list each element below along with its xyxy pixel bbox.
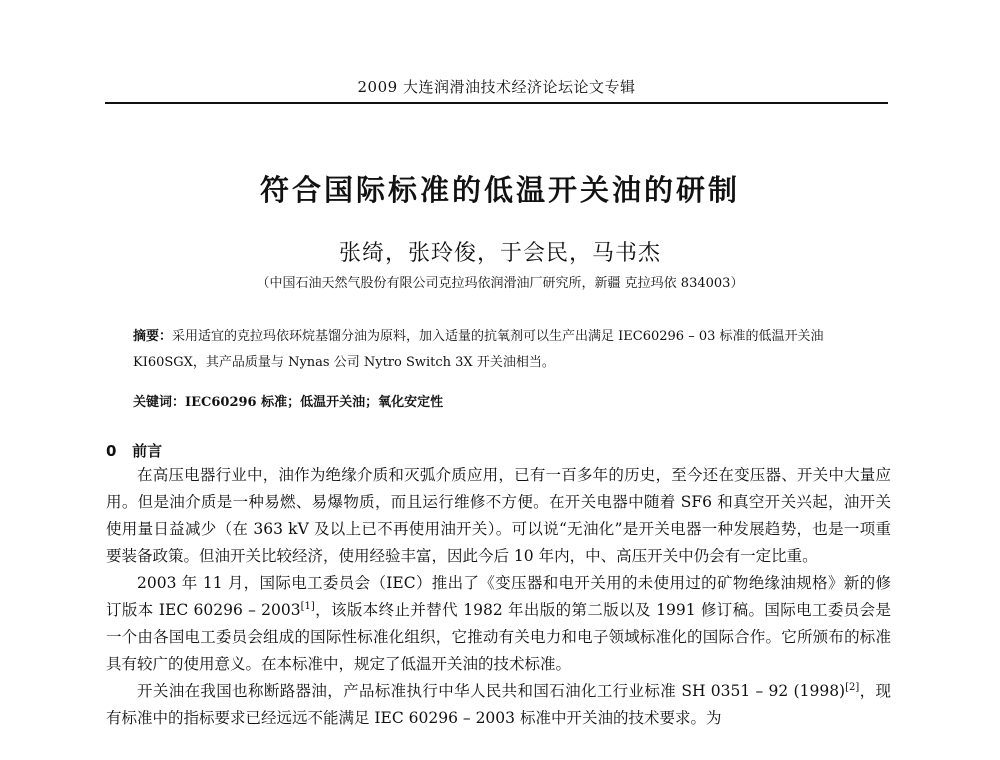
keywords-label: 关键词： [133,395,186,410]
affiliation: （中国石油天然气股份有限公司克拉玛依润滑油厂研究所，新疆 克拉玛依 834003） [256,276,744,291]
paragraph-3-part-b: ，现有标准中的指标要求已经远远不能满足 IEC 60296 – 2003 标准中开关油的技术要求。为 [106,682,891,727]
citation-ref[interactable]: [2] [845,681,860,693]
section-title: 前言 [132,442,163,460]
paper-title: 符合国际标准的低温开关油的研制 [259,173,740,207]
section-heading [106,440,162,461]
abstract-label: 摘要： [133,329,173,344]
paragraph-2 [106,570,891,678]
keywords-text: IEC60296 标准；低温开关油；氧化安定性 [185,395,444,410]
header-rule [105,102,888,104]
paragraph-3-part-a: 开关油在我国也称断路器油，产品标准执行中华人民共和国石油化工行业标准 SH 0351 – 92 (1998) [137,682,846,700]
citation-ref[interactable]: [1] [300,600,315,612]
running-head: 2009 大连润滑油技术经济论坛论文专辑 [357,78,636,96]
abstract-text: 采用适宜的克拉玛依环烷基馏分油为原料，加入适量的抗氧剂可以生产出满足 IEC60296 – 03 标准的低温开关油 KI60SGX，其产品质量与 Nynas 公司 Nytro Switch 3X 开关油相当。 [133,329,824,370]
section-number: 0 [106,442,117,460]
paragraph-2-part-a: 2003 年 11 月，国际电工委员会（IEC）推出了《变压器和电开关用的未使用过的矿物绝缘油规格》新的修订版本 IEC 60296 – 2003 [106,574,891,619]
paragraph-2-part-b: ，该版本终止并替代 1982 年出版的第二版以及 1991 修订稿。国际电工委员会是一个由各国电工委员会组成的国际性标准化组织，它推动有关电力和电子领域标准化的国际合作。它所颁布的标准具有较广的使用意义。在本标准中，规定了低温开关油的技术标准。 [106,601,891,673]
keywords [133,391,883,410]
paragraph-3 [106,678,891,732]
authors: 张绮，张玲俊，于会民，马书杰 [338,241,661,266]
body-text [106,462,891,732]
paragraph-1: 在高压电器行业中，油作为绝缘介质和灭弧介质应用，已有一百多年的历史，至今还在变压器、开关中大量应用。但是油介质是一种易燃、易爆物质，而且运行维修不方便。在开关电器中随着 SF6 和真空开关兴起，油开关使用量日益减少（在 363 kV 及以上已不再使用油开关）。可以说“无油化”是开关电器一种发展趋势，也是一项重要装备政策。但油开关比较经济，使用经验丰富，因此今后 10 年内，中、高压开关中仍会有一定比重。 [106,466,891,565]
abstract [133,324,883,376]
